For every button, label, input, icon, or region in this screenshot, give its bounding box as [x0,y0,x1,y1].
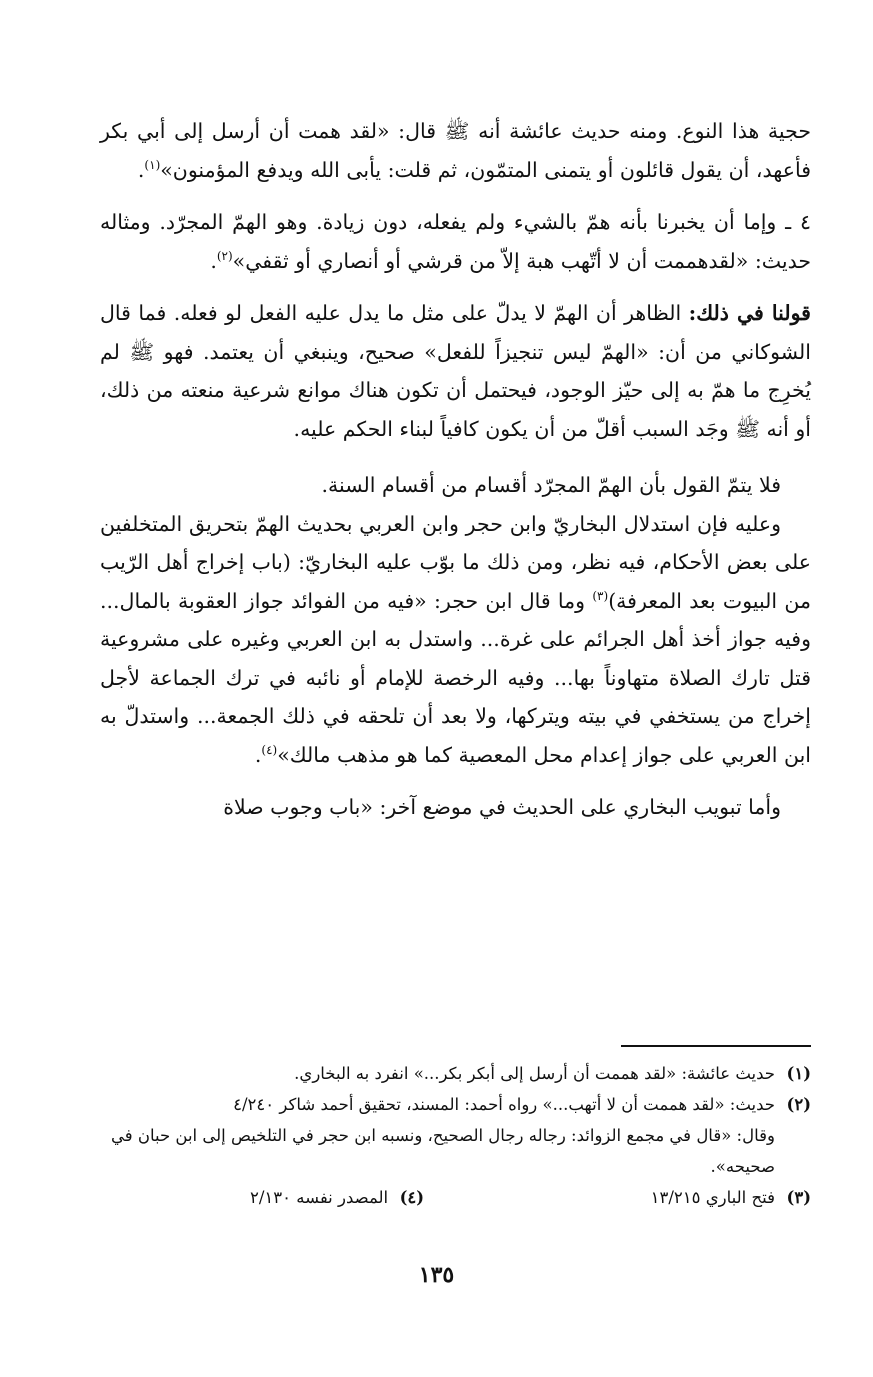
footnote-ref-4: (٤) [261,742,278,757]
footnote-ref-3: (٣) [592,588,609,603]
footnote-divider [621,1045,811,1047]
footnote-4: (٤)المصدر نفسه ٢/١٣٠ [250,1188,425,1207]
paragraph-5: وعليه فإن استدلال البخاريّ وابن حجر وابن العربي بحديث الهمّ بتحريق المتخلفين على بعض الأحكام، فيه نظر، ومن ذلك ما بوّب عليه البخاريّ: (باب إخراج أهل الرّيب من البيوت بعد المعرفة)$^{(٣)}$ وما قال ابن حجر: «فيه من الفوائد جواز العقوبة بالمال... وفيه جواز أخذ أهل الجرائم على غرة... واستدل به ابن العربي وغيره على مشروعية قتل تارك الصلاة متهاوناً بها... وفيه الرخصة للإمام أو نائبه في ترك الجماعة لأجل إخراج من يستخفي في بيته ويتركها، ولا بعد أن تلحقه في ذلك الجمعة... واستدلّ به ابن العربي على جواز إعدام محل المعصية كما هو مذهب مالك»$^{(٤)}$. [100,511,811,767]
footnote-row-3-4 [100,1182,811,1213]
paragraph-1: حجية هذا النوع. ومنه حديث عائشة أنه ﷺ قال: «لقد همت أن أرسل إلى أبي بكر فأعهد، أن يقول قائلون أو يتمنى المتمّون، ثم قلت: يأبى الله ويدفع المؤمنون»$^{(١)}$. [100,119,811,182]
footnote-ref-1: (١) [144,157,161,172]
paragraph-3: قولنا في ذلك: الظاهر أن الهمّ لا يدلّ على مثل ما يدل عليه الفعل لو فعله. فما قال الشوكاني من أن: «الهمّ ليس تنجيزاً للفعل» صحيح، وينبغي أن يعتمد. فهو ﷺ لم يُخرِج ما همّ به إلى حيّز الوجود، فيحتمل أن تكون هناك موانع شرعية منعته من ذلك، أو أنه ﷺ وجَد السبب أقلّ من أن يكون كافياً لبناء الحكم عليه. [100,301,811,441]
footnote-2-continuation: وقال: «قال في مجمع الزوائد: رجاله رجال الصحيح، ونسبه ابن حجر في التلخيص إلى ابن حبان في صحيحه». [110,1126,775,1176]
page-number: ١٣٥ [418,1262,455,1288]
footnote-ref-2: (٢) [216,248,233,263]
main-text [100,112,811,827]
footnote-3: (٣)فتح الباري ١٣/٢١٥ [650,1188,811,1207]
paragraph-4: فلا يتمّ القول بأن الهمّ المجرّد أقسام من أقسام السنة. [321,473,781,497]
paragraph-6: وأما تبويب البخاري على الحديث في موضع آخر: «باب وجوب صلاة [223,795,781,819]
footnote-1: (١)حديث عائشة: «لقد هممت أن أرسل إلى أبكر بكر...» انفرد به البخاري. [294,1064,811,1083]
footnotes [100,1058,811,1213]
paragraph-2: ٤ ـ وإما أن يخبرنا بأنه همّ بالشيء ولم يفعله، دون زيادة. وهو الهمّ المجرّد. ومثاله حديث: «لقدهممت أن لا أتّهب هبة إلاّ من قرشي أو أنصاري أو ثقفي»$^{(٢)}$. [100,210,811,273]
bold-heading: قولنا في ذلك: [688,301,811,325]
footnote-2: (٢)حديث: «لقد هممت أن لا أتهب...» رواه أحمد: المسند، تحقيق أحمد شاكر ٤/٢٤٠ [233,1095,811,1114]
